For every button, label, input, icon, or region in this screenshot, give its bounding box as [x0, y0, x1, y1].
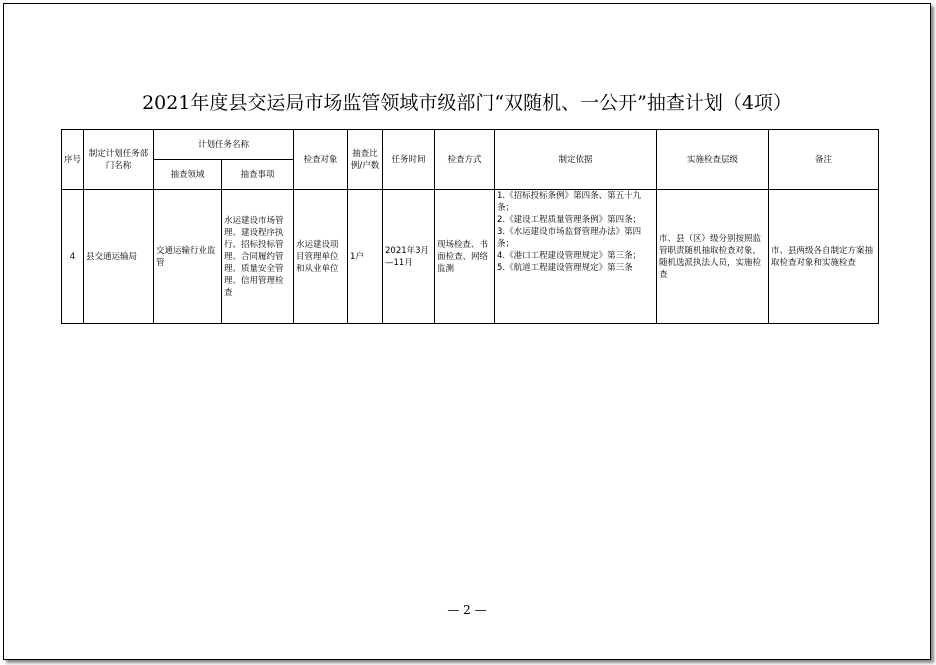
- header-ratio: 抽查比例/户数: [348, 130, 383, 190]
- header-dept: 制定计划任务部门名称: [84, 130, 154, 190]
- basis-item: 2.《建设工程质量管理条例》第四条；: [497, 215, 642, 225]
- page-title: 2021年度县交运局市场监管领域市级部门“双随机、一公开”抽查计划（4项）: [142, 92, 792, 114]
- basis-item: 4.《港口工程建设管理规定》第三条；: [497, 251, 642, 261]
- header-level: 实施检查层级: [657, 130, 769, 190]
- page-number: — 2 —: [447, 603, 487, 617]
- cell-level: 市、县（区）级分别按照监管职责随机抽取检查对象，随机选派执法人员，实施检查: [657, 190, 769, 324]
- cell-dept: 县交通运输局: [84, 190, 154, 324]
- cell-items: 水运建设市场管理、建设程序执行、招标投标管理、合同履约管理、质量安全管理、信用管理检查: [222, 190, 294, 324]
- cell-ratio: 1户: [348, 190, 383, 324]
- cell-field: 交通运输行业监管: [154, 190, 222, 324]
- header-items: 抽查事项: [222, 160, 294, 190]
- header-object: 检查对象: [294, 130, 348, 190]
- header-basis: 制定依据: [495, 130, 657, 190]
- header-field: 抽查领域: [154, 160, 222, 190]
- basis-item: 1.《招标投标条例》第四条、第五十九条；: [497, 191, 642, 213]
- table-row: [62, 190, 879, 324]
- header-row-1: [62, 130, 879, 160]
- header-no: 序号: [62, 130, 84, 190]
- cell-object: 水运建设项目管理单位和从业单位: [294, 190, 348, 324]
- cell-remark: 市、县两级各自制定方案抽取检查对象和实施检查: [769, 190, 879, 324]
- header-remark: 备注: [769, 130, 879, 190]
- header-task-group: 计划任务名称: [154, 130, 294, 160]
- cell-no: 4: [62, 190, 84, 324]
- basis-item: 5.《航道工程建设管理规定》第三条: [497, 263, 633, 273]
- document-page: [3, 3, 931, 660]
- inspection-plan-table: [61, 129, 879, 324]
- cell-basis: [495, 190, 657, 324]
- cell-time: 2021年3月—11月: [383, 190, 435, 324]
- cell-method: 现场检查、书面检查、网络监测: [435, 190, 495, 324]
- basis-item: 3.《水运建设市场监督管理办法》第四条；: [497, 227, 642, 249]
- header-time: 任务时间: [383, 130, 435, 190]
- header-method: 检查方式: [435, 130, 495, 190]
